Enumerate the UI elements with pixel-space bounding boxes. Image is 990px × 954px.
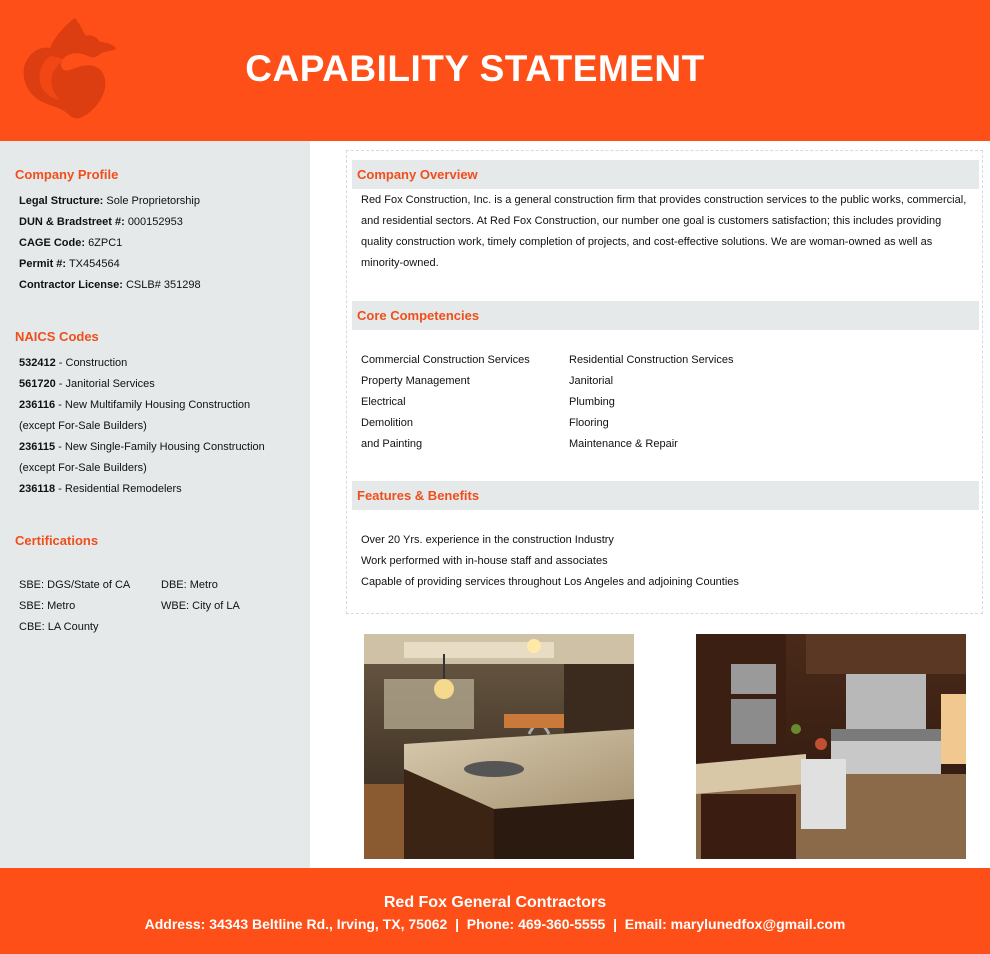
naics-heading: NAICS Codes	[15, 329, 99, 344]
header-banner	[0, 0, 990, 141]
certification-item: SBE: DGS/State of CA	[19, 579, 131, 591]
footer-contact-line: Address: 34343 Beltline Rd., Irving, TX, 75062 | Phone: 469-360-5555 | Email: marylunedfox@gmail.com	[144, 916, 846, 932]
profile-item: Contractor License: CSLB# 351298	[19, 279, 201, 291]
naics-line: 236116 - New Multifamily Housing Construction	[19, 399, 251, 411]
profile-item: Permit #: TX454564	[19, 258, 120, 270]
competency-item: Electrical	[361, 396, 406, 408]
kitchen-range-photo	[696, 634, 966, 859]
competencies-heading: Core Competencies	[357, 308, 480, 323]
overview-section-header	[352, 160, 979, 189]
sidebar-panel	[0, 141, 310, 868]
competency-item: Maintenance & Repair	[569, 438, 678, 450]
feature-item: Work performed with in-house staff and associates	[361, 555, 608, 567]
footer-banner	[0, 868, 990, 954]
kitchen-island-photo	[364, 634, 634, 859]
certification-item: DBE: Metro	[161, 579, 218, 591]
competency-item: Demolition	[361, 417, 413, 429]
overview-heading: Company Overview	[357, 167, 478, 182]
competency-item: Janitorial	[569, 375, 614, 387]
feature-item: Capable of providing services throughout Los Angeles and adjoining Counties	[361, 576, 739, 588]
footer-company-name: Red Fox General Contractors	[383, 894, 607, 911]
certification-item: CBE: LA County	[19, 621, 99, 633]
page-title: CAPABILITY STATEMENT	[245, 48, 705, 89]
features-heading: Features & Benefits	[357, 488, 480, 503]
competency-item: Property Management	[361, 375, 470, 387]
competency-item: Flooring	[569, 417, 609, 429]
feature-item: Over 20 Yrs. experience in the construction Industry	[361, 534, 614, 546]
overview-text: Red Fox Construction, Inc. is a general construction firm that provides construction services to the public works, commercial, and residential sectors. At Red Fox Construction, our number one goal is customers satisfaction; this includes providing quality construction work, timely completion of projects, and cost-effective solutions. We are woman-owned as well as minority-owned.	[361, 194, 967, 269]
competencies-section-header	[352, 301, 979, 330]
naics-line: (except For-Sale Builders)	[19, 462, 147, 474]
naics-line: 236118 - Residential Remodelers	[19, 483, 182, 495]
competency-item: and Painting	[361, 438, 423, 450]
naics-line: (except For-Sale Builders)	[19, 420, 147, 432]
naics-line: 236115 - New Single-Family Housing Construction	[19, 441, 265, 453]
certification-item: WBE: City of LA	[161, 600, 240, 612]
profile-item: CAGE Code: 6ZPC1	[19, 237, 123, 249]
naics-line: 561720 - Janitorial Services	[19, 378, 155, 390]
company-profile-heading: Company Profile	[15, 167, 119, 182]
competency-item: Plumbing	[569, 396, 615, 408]
competency-item: Commercial Construction Services	[361, 354, 530, 366]
profile-item: Legal Structure: Sole Proprietorship	[19, 195, 200, 207]
competency-item: Residential Construction Services	[569, 354, 734, 366]
naics-line: 532412 - Construction	[19, 357, 128, 369]
profile-item: DUN & Bradstreet #: 000152953	[19, 216, 183, 228]
features-section-header	[352, 481, 979, 510]
certifications-heading: Certifications	[15, 533, 99, 548]
certification-item: SBE: Metro	[19, 600, 76, 612]
